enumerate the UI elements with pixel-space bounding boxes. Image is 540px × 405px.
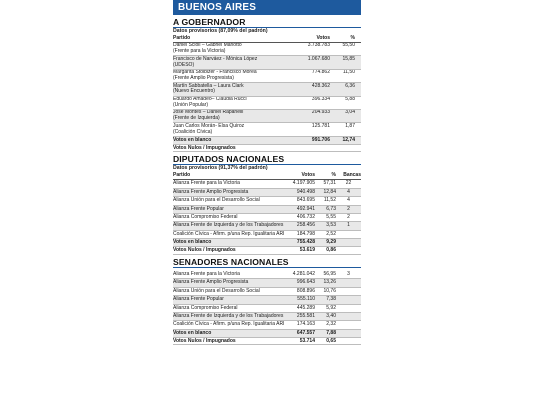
- party: Alianza Compromiso Federal: [173, 214, 285, 222]
- votes: 996.643: [285, 279, 315, 287]
- null-votes-row: [173, 337, 361, 345]
- table-row: [173, 304, 361, 312]
- table-row: [173, 230, 361, 238]
- seats: 4: [336, 197, 361, 205]
- table-row: [173, 296, 361, 304]
- blank-votes-label: Votos en blanco: [173, 136, 293, 144]
- percent: 15,85: [330, 56, 355, 69]
- null-percent: 0,86: [315, 247, 336, 255]
- party: Coalición Cívica - Afirm. p/una Rep. Igualitaria ARI: [173, 321, 285, 328]
- candidates: Juan Carlos Morán- Elsa Quiroz: [173, 122, 245, 129]
- votes: 4.197.905: [285, 180, 315, 188]
- percent: 6,36: [330, 83, 355, 96]
- gobernador-section: [173, 15, 361, 152]
- party: (Frente Amplio Progresista): [173, 75, 234, 82]
- party: Alianza Frente Popular: [173, 296, 285, 304]
- seats: 1: [336, 222, 361, 230]
- seats: [336, 304, 361, 312]
- table-row: [173, 214, 361, 222]
- votes: 406.732: [285, 214, 315, 222]
- seats: [336, 312, 361, 320]
- table-row: [173, 287, 361, 295]
- party: (Nuevo Encuentro): [173, 88, 215, 95]
- percent: 2,52: [315, 230, 336, 238]
- table-row: [173, 110, 361, 123]
- table-row: [173, 188, 361, 196]
- blank-votes-label: Votos en blanco: [173, 329, 285, 337]
- blank-votes-row: [173, 136, 361, 144]
- candidates: José Montes – Daniel Rapanelli: [173, 109, 244, 116]
- party: Alianza Frente Amplio Progresista: [173, 279, 285, 287]
- banner-title: BUENOS AIRES: [173, 0, 361, 15]
- table-row: [173, 321, 361, 329]
- percent: 7,38: [315, 296, 336, 304]
- candidates: Eduardo Amadeo– Claudia Rucci: [173, 96, 247, 102]
- blank-votes-row: [173, 329, 361, 337]
- table-row: [173, 69, 361, 82]
- percent: 2,32: [315, 321, 336, 329]
- senadores-table: [173, 271, 361, 345]
- seats: [336, 287, 361, 295]
- party: (Unión Popular): [173, 101, 209, 108]
- null-votes-label: Votos Nulos / Impugnados: [173, 337, 285, 345]
- diputados-title: DIPUTADOS NACIONALES: [173, 152, 361, 165]
- col-votos: Votos: [293, 35, 330, 43]
- results-panel: [173, 0, 361, 405]
- table-row: [173, 312, 361, 320]
- null-votes: 53.714: [285, 337, 315, 345]
- senadores-section: [173, 255, 361, 345]
- percent: 56,95: [315, 271, 336, 279]
- percent: 57,31: [315, 180, 336, 188]
- gobernador-subtitle: Datos provisorios (87,09% del padrón): [173, 28, 268, 34]
- party: Alianza Frente para la Victoria: [173, 180, 285, 188]
- votes: 184.798: [285, 230, 315, 238]
- col-pct: %: [315, 172, 336, 180]
- party: (Frente para la Victoria): [173, 48, 226, 55]
- party: Alianza Unión para el Desarrollo Social: [173, 287, 285, 295]
- votes: 174.163: [285, 321, 315, 329]
- party: Alianza Frente de Izquierda y de los Trabajadores: [173, 312, 284, 319]
- votes: 125.781: [293, 123, 330, 136]
- seats: [336, 230, 361, 238]
- party: Alianza Frente Amplio Progresista: [173, 188, 285, 196]
- seats: 2: [336, 205, 361, 213]
- votes: 492.941: [285, 205, 315, 213]
- seats: [336, 296, 361, 304]
- table-row: [173, 205, 361, 213]
- votes: 4.281.042: [285, 271, 315, 279]
- percent: 5,55: [315, 214, 336, 222]
- percent: 10,76: [315, 287, 336, 295]
- null-votes-row: [173, 247, 361, 255]
- null-votes: 53.619: [285, 247, 315, 255]
- percent: 5,88: [330, 96, 355, 109]
- percent: 13,26: [315, 279, 336, 287]
- blank-percent: 7,88: [315, 329, 336, 337]
- diputados-table: [173, 172, 361, 254]
- votes: 428.362: [293, 83, 330, 96]
- null-votes-label: Votos Nulos / Impugnados: [173, 144, 293, 152]
- percent: 11,52: [315, 197, 336, 205]
- candidates: Daniel Scioli – Gabriel Mariotto: [173, 42, 242, 49]
- votes: 843.695: [285, 197, 315, 205]
- percent: 11,50: [330, 69, 355, 82]
- col-partido: Partido: [173, 35, 293, 43]
- null-votes-row: [173, 144, 361, 152]
- col-partido: Partido: [173, 172, 285, 180]
- seats: 4: [336, 188, 361, 196]
- table-row: [173, 197, 361, 205]
- party: Alianza Frente de Izquierda y de los Trabajadores: [173, 222, 284, 229]
- table-row: [173, 271, 361, 279]
- party: (Frente de Izquierda): [173, 115, 220, 122]
- null-percent: 0,65: [315, 337, 336, 345]
- party: Alianza Compromiso Federal: [173, 304, 285, 312]
- seats: 3: [336, 271, 361, 279]
- null-votes-label: Votos Nulos / Impugnados: [173, 247, 285, 255]
- blank-votes: 991.706: [293, 136, 330, 144]
- votes: 255.581: [285, 312, 315, 320]
- votes: 3.738.783: [293, 43, 330, 56]
- table-row: [173, 222, 361, 230]
- percent: 6,73: [315, 205, 336, 213]
- seats: 22: [336, 180, 361, 188]
- votes: 555.110: [285, 296, 315, 304]
- null-votes: [293, 144, 330, 152]
- percent: 1,87: [330, 123, 355, 136]
- blank-percent: 12,74: [330, 136, 355, 144]
- blank-percent: 9,29: [315, 239, 336, 247]
- percent: 12,84: [315, 188, 336, 196]
- percent: 3,53: [315, 222, 336, 230]
- seats: [336, 321, 361, 329]
- party: (UDESO): [173, 61, 195, 68]
- gobernador-title: A GOBERNADOR: [173, 15, 361, 28]
- percent: 5,92: [315, 304, 336, 312]
- table-row: [173, 279, 361, 287]
- table-row: [173, 123, 361, 136]
- table-row: [173, 96, 361, 109]
- diputados-section: [173, 152, 361, 254]
- col-bancas: Bancas: [336, 172, 361, 180]
- blank-votes-row: [173, 239, 361, 247]
- party: Alianza Frente Popular: [173, 205, 285, 213]
- seats: 2: [336, 214, 361, 222]
- table-row: [173, 180, 361, 188]
- candidates: Margarita Stolbizer - Francisco Morea: [173, 69, 257, 76]
- candidates: Martín Sabbatella – Laura Clark: [173, 82, 244, 89]
- null-percent: [330, 144, 355, 152]
- percent: 3,40: [315, 312, 336, 320]
- blank-votes: 647.557: [285, 329, 315, 337]
- votes: 396.334: [293, 96, 330, 109]
- col-votos: Votos: [285, 172, 315, 180]
- table-row: [173, 43, 361, 56]
- table-row: [173, 56, 361, 69]
- votes: 808.896: [285, 287, 315, 295]
- percent: 3,04: [330, 110, 355, 123]
- votes: 774.862: [293, 69, 330, 82]
- blank-votes-label: Votos en blanco: [173, 239, 285, 247]
- table-row: [173, 83, 361, 96]
- candidates: Francisco de Narváez - Mónica López: [173, 55, 258, 62]
- col-pct: %: [330, 35, 355, 43]
- senadores-title: SENADORES NACIONALES: [173, 255, 361, 268]
- party: Alianza Frente para la Victoria: [173, 271, 285, 279]
- party: Alianza Unión para el Desarrollo Social: [173, 197, 285, 205]
- gobernador-table: [173, 35, 361, 152]
- votes: 204.933: [293, 110, 330, 123]
- party: (Coalición Cívica): [173, 128, 213, 135]
- votes: 940.498: [285, 188, 315, 196]
- blank-votes: 755.428: [285, 239, 315, 247]
- party: Coalición Cívica - Afirm. p/una Rep. Igualitaria ARI: [173, 230, 285, 237]
- diputados-subtitle: Datos provisorios (91,37% del padrón): [173, 165, 268, 172]
- votes: 445.289: [285, 304, 315, 312]
- votes: 258.456: [285, 222, 315, 230]
- percent: 55,50: [330, 43, 355, 56]
- votes: 1.067.680: [293, 56, 330, 69]
- seats: [336, 279, 361, 287]
